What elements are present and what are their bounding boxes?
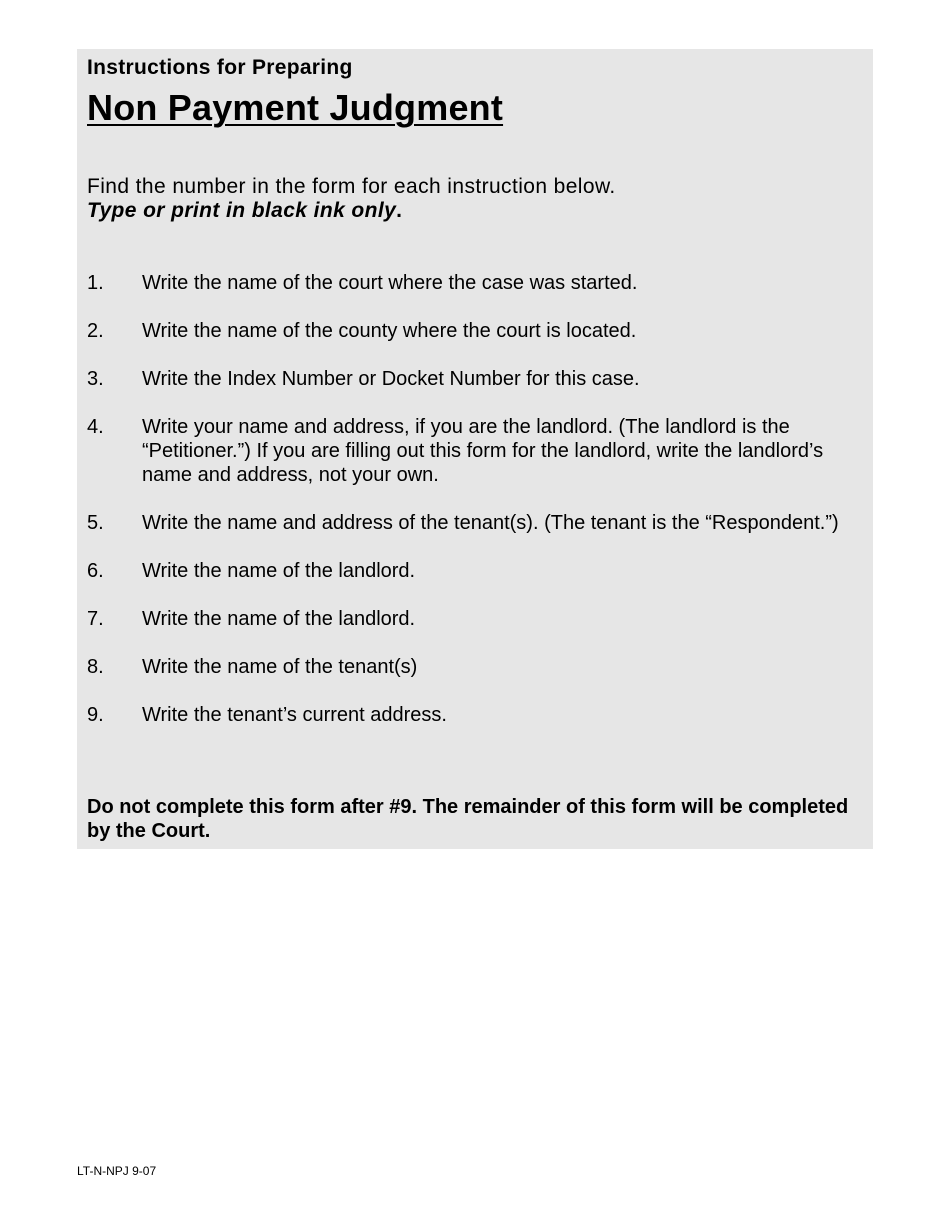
ink-instruction-text: Type or print in black ink only	[87, 199, 397, 222]
instruction-item	[87, 703, 867, 727]
instruction-item	[87, 655, 867, 679]
instruction-text: Write the name of the tenant(s)	[142, 656, 418, 678]
ink-instruction-period: .	[396, 199, 403, 222]
instruction-list	[87, 271, 867, 751]
instruction-text: Write your name and address, if you are the landlord. (The landlord is the “Petitioner.”) If you are filling out this form for the landlord, write the landlord’s name and address, not your own.	[142, 416, 824, 486]
subtitle: Instructions for Preparing	[87, 56, 353, 79]
instruction-item	[87, 415, 867, 487]
instruction-text: Write the Index Number or Docket Number for this case.	[142, 368, 640, 390]
instruction-item	[87, 271, 867, 295]
instruction-item	[87, 607, 867, 631]
instruction-number: 2.	[87, 320, 104, 342]
instruction-item	[87, 319, 867, 343]
completion-note: Do not complete this form after #9. The remainder of this form will be completed by the Court.	[87, 796, 849, 842]
instruction-text: Write the name of the court where the case was started.	[142, 272, 638, 294]
instruction-item	[87, 511, 867, 535]
instruction-item	[87, 559, 867, 583]
instruction-text: Write the name of the landlord.	[142, 560, 416, 582]
ink-instruction	[87, 199, 616, 223]
instruction-text: Write the name of the landlord.	[142, 608, 416, 630]
instruction-number: 1.	[87, 272, 104, 294]
instruction-number: 4.	[87, 416, 104, 438]
instruction-item	[87, 367, 867, 391]
page-title: Non Payment Judgment	[87, 87, 504, 128]
instruction-number: 9.	[87, 704, 104, 726]
instruction-number: 6.	[87, 560, 104, 582]
intro-text	[87, 175, 616, 223]
instruction-number: 8.	[87, 656, 104, 678]
instruction-text: Write the tenant’s current address.	[142, 704, 447, 726]
form-code: LT-N-NPJ 9-07	[77, 1164, 157, 1178]
intro-line: Find the number in the form for each instruction below.	[87, 175, 616, 198]
instruction-number: 7.	[87, 608, 104, 630]
instruction-number: 3.	[87, 368, 104, 390]
instruction-number: 5.	[87, 512, 104, 534]
instructions-panel	[77, 49, 873, 849]
instruction-text: Write the name and address of the tenant(s). (The tenant is the “Respondent.”)	[142, 512, 839, 534]
instruction-text: Write the name of the county where the court is located.	[142, 320, 637, 342]
